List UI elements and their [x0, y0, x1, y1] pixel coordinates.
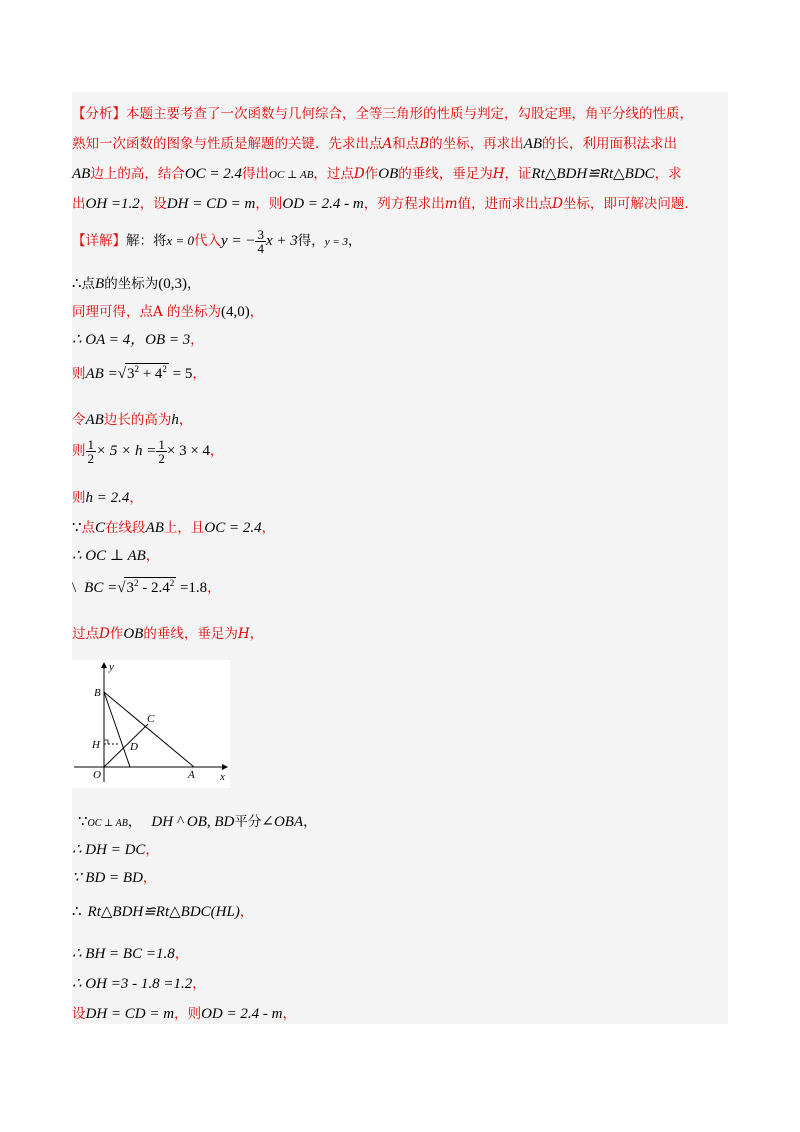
y-axis-arrow: [101, 662, 107, 668]
analysis-line-3: AB边上的高，结合OC = 2.4得出OC ⊥ AB，过点D作OB的垂线，垂足为H，证Rt△BDH≌Rt△BDC，求: [72, 166, 682, 182]
detail-line-3: 同理可得，点A 的坐标为(4,0)，: [72, 304, 264, 320]
label-y: y: [109, 661, 114, 673]
right-angle-mark: [104, 740, 108, 744]
detail-tag: 【详解】: [72, 233, 126, 249]
analysis-line-4: 出OH =1.2，设DH = CD = m，则OD = 2.4 - m，列方程求出m值，进而求出点D坐标，即可解决问题.: [72, 196, 689, 212]
detail-line-15: ∵ BD = BD，: [72, 870, 157, 886]
label-B: B: [94, 687, 101, 699]
label-O: O: [93, 769, 101, 781]
label-H: H: [92, 739, 100, 751]
detail-line-7: 则 $\frac{1}{2}$ × 5 × h = $\frac{1}{2}$ × 3 × 4，: [72, 437, 224, 466]
geometry-figure: [72, 660, 230, 788]
label-x: x: [220, 771, 225, 783]
detail-line-16: ∴ Rt△BDH≌Rt△BDC(HL)，: [72, 904, 254, 920]
detail-line-18: ∴ OH =3 - 1.8 =1.2，: [72, 976, 206, 992]
detail-line-10: ∴ OC ⊥ AB，: [72, 548, 160, 564]
detail-line-6: 令AB边长的高为h，: [72, 412, 193, 428]
analysis-line-2: 熟知一次函数的图象与性质是解题的关键．先求出点A和点B的坐标，再求出AB的长，利用面积法求出: [72, 136, 677, 152]
detail-line-19: 设DH = CD = m，则OD = 2.4 - m，: [72, 1006, 296, 1022]
detail-line-11: \ BC $=√3^2 - 2.4^2 =1.8$，: [72, 578, 221, 596]
coordinate-diagram: [72, 660, 230, 788]
detail-line-14: ∴ DH = DC，: [72, 842, 159, 858]
detail-line-13: ∵OC ⊥ AB， DH ^ OB, BD平分∠OBA，: [78, 814, 317, 830]
fraction-3-4: $\frac{3}{4}$: [257, 227, 264, 256]
detail-line-9: ∵点C在线段AB上，且OC = 2.4，: [72, 520, 276, 536]
detail-line-2: ∴点B的坐标为(0,3)，: [72, 276, 201, 292]
label-C: C: [147, 713, 155, 725]
x-axis-arrow: [222, 764, 228, 770]
segment-OC: [104, 724, 148, 767]
detail-line-8: 则h = 2.4，: [72, 490, 143, 506]
detail-line-17: ∴ BH = BC =1.8，: [72, 946, 189, 962]
analysis-line-1: 【分析】本题主要考查了一次函数与几何综合，全等三角形的性质与判定，勾股定理，角平分线的性质，: [72, 106, 693, 122]
detail-line-12: 过点D作OB的垂线，垂足为H，: [72, 626, 264, 642]
detail-line-1: 【详解】解：将x = 0代入y = − $\frac{3}{4}$ x + 3得，y = 3，: [72, 227, 362, 256]
label-D: D: [130, 741, 138, 753]
analysis-tag: 【分析】: [72, 106, 126, 122]
detail-line-4: ∴ OA = 4，OB = 3，: [72, 332, 204, 348]
detail-line-5: 则AB $=√3^2 + 4^2 = 5$，: [72, 364, 206, 382]
solution-sheet: [72, 92, 728, 1024]
label-A: A: [188, 769, 195, 781]
